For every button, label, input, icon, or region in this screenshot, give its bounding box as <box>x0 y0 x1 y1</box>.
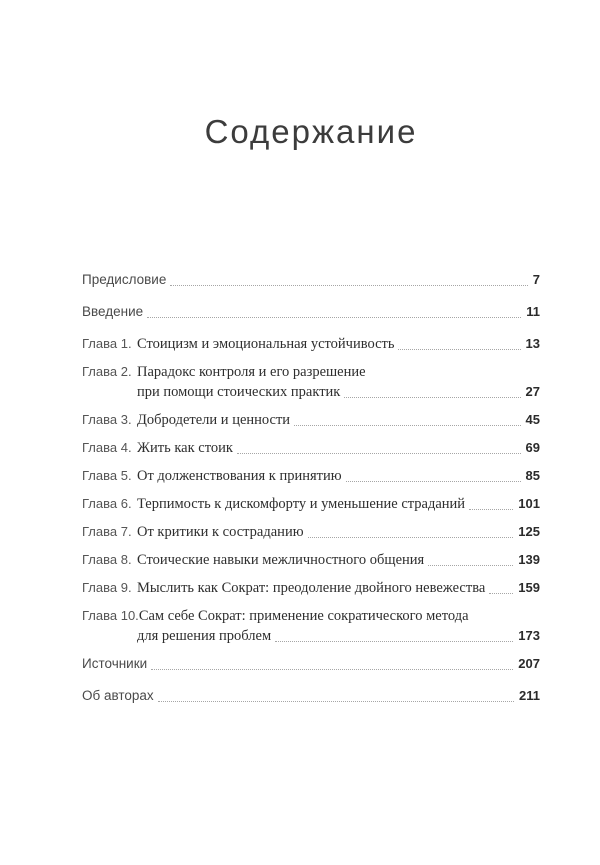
dot-leader <box>158 701 514 702</box>
toc-entry-chapter-4 <box>82 438 540 458</box>
page-number: 13 <box>525 336 540 351</box>
chapter-label: Глава 2. <box>82 364 132 379</box>
entry-title-line-2: для решения проблем <box>137 628 272 644</box>
page-title: Содержание <box>204 113 418 150</box>
page-number: 45 <box>525 412 540 427</box>
page-number: 159 <box>518 580 540 595</box>
page-number: 207 <box>518 656 540 671</box>
page-number: 69 <box>525 440 540 455</box>
chapter-label: Глава 1. <box>82 336 132 351</box>
dot-leader <box>147 317 521 318</box>
dot-leader <box>398 349 520 350</box>
chapter-label: Глава 6. <box>82 496 132 511</box>
toc-entry-preface <box>82 270 540 290</box>
dot-leader <box>275 641 513 642</box>
chapter-label: Глава 10. <box>82 608 139 623</box>
entry-title: От критики к состраданию <box>137 524 304 540</box>
toc-entry-chapter-8 <box>82 550 540 570</box>
dot-leader <box>344 397 520 398</box>
entry-title-line-1: Сам себе Сократ: применение сократического метода <box>138 608 469 624</box>
chapter-label: Глава 5. <box>82 468 132 483</box>
toc-entry-chapter-6 <box>82 494 540 514</box>
toc-entry-chapter-2 <box>82 362 540 402</box>
page-number: 139 <box>518 552 540 567</box>
dot-leader <box>428 565 513 566</box>
toc-entry-chapter-5 <box>82 466 540 486</box>
table-of-contents <box>82 270 540 706</box>
page-number: 27 <box>525 384 540 399</box>
entry-title: Предисловие <box>82 272 167 287</box>
chapter-label: Глава 3. <box>82 412 132 427</box>
dot-leader <box>294 425 520 426</box>
page-number: 85 <box>525 468 540 483</box>
toc-entry-sources <box>82 654 540 674</box>
dot-leader <box>489 593 513 594</box>
chapter-label: Глава 7. <box>82 524 132 539</box>
toc-entry-chapter-3 <box>82 410 540 430</box>
entry-title: Стоицизм и эмоциональная устойчивость <box>137 336 395 352</box>
entry-title: Введение <box>82 304 144 319</box>
page-number: 7 <box>532 272 540 287</box>
dot-leader <box>170 285 527 286</box>
page-number: 101 <box>518 496 540 511</box>
toc-entry-chapter-1 <box>82 334 540 354</box>
entry-title: Стоические навыки межличностного общения <box>137 552 425 568</box>
entry-title: Об авторах <box>82 688 154 703</box>
dot-leader <box>346 481 521 482</box>
entry-title-line-2: при помощи стоических практик <box>137 384 341 400</box>
dot-leader <box>237 453 521 454</box>
entry-title: Добродетели и ценности <box>137 412 291 428</box>
dot-leader <box>469 509 513 510</box>
entry-title: Терпимость к дискомфорту и уменьшение страданий <box>137 496 466 512</box>
entry-title: Мыслить как Сократ: преодоление двойного невежества <box>137 580 486 596</box>
dot-leader <box>151 669 513 670</box>
page-number: 11 <box>526 304 540 319</box>
chapter-label: Глава 4. <box>82 440 132 455</box>
page-number: 125 <box>518 524 540 539</box>
toc-entry-introduction <box>82 302 540 322</box>
toc-entry-about-authors <box>82 686 540 706</box>
page-number: 211 <box>519 688 540 703</box>
toc-entry-chapter-9 <box>82 578 540 598</box>
entry-title: От долженствования к принятию <box>137 468 342 484</box>
chapter-label: Глава 9. <box>82 580 132 595</box>
toc-entry-chapter-7 <box>82 522 540 542</box>
page-number: 173 <box>518 628 540 643</box>
entry-title-line-1: Парадокс контроля и его разрешение <box>137 364 366 380</box>
entry-title: Источники <box>82 656 148 671</box>
dot-leader <box>308 537 514 538</box>
toc-entry-chapter-10 <box>82 606 540 646</box>
chapter-label: Глава 8. <box>82 552 132 567</box>
entry-title: Жить как стоик <box>137 440 233 456</box>
